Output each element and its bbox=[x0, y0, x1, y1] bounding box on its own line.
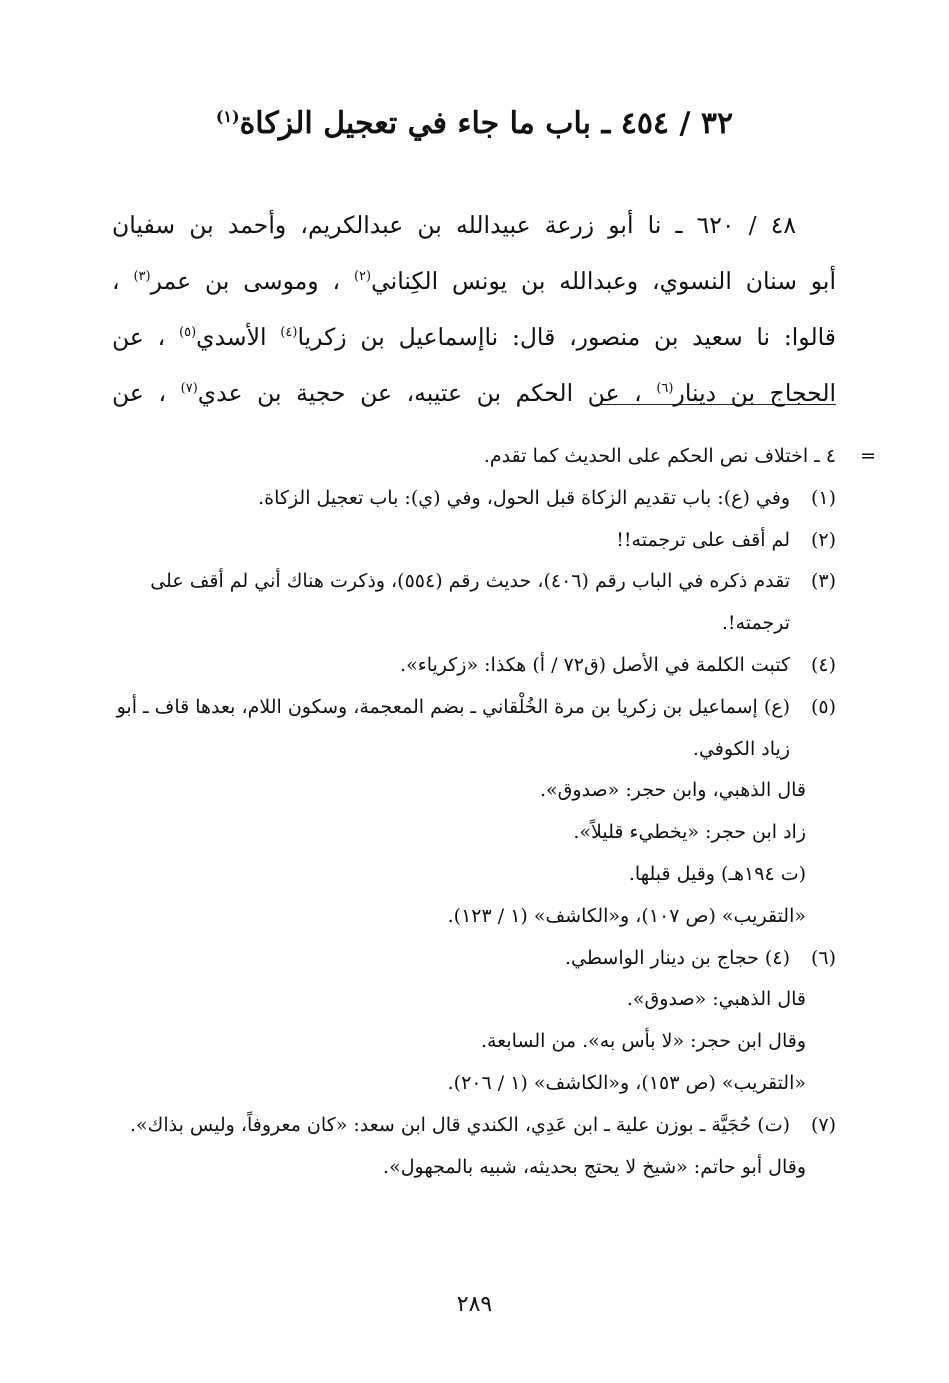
hadith-line-4-part-b: ، عن الحكم بن عتيبه، عن حجية بن عدي bbox=[197, 378, 657, 407]
hadith-line-3-part-b: الأسدي bbox=[196, 322, 281, 351]
hadith-line-3 bbox=[112, 307, 836, 363]
footnote-4 bbox=[112, 645, 836, 687]
footnote-text: وفي (ع): باب تقديم الزكاة قبل الحول، وفي (ي): باب تعجيل الزكاة. bbox=[258, 486, 790, 509]
footnote-5-line: قال الذهبي، وابن حجر: «صدوق». bbox=[539, 779, 806, 802]
footnote-text: (ت) حُجَيَّة ـ بوزن علية ـ ابن عَدِي، الكندي قال ابن سعد: «كان معروفاً، وليس بذاك». bbox=[130, 1113, 790, 1136]
hadith-text bbox=[112, 200, 836, 418]
footnote-text: كتبت الكلمة في الأصل (ق٧٢ / أ) هكذا: «زكرياء». bbox=[400, 653, 790, 676]
footnote-7 bbox=[112, 1105, 836, 1147]
heading-footnote-marker: (١) bbox=[215, 107, 240, 126]
hadith-line-3-part-a: قالوا: نا سعيد بن منصور، قال: ناإسماعيل بن زكريا bbox=[297, 322, 836, 351]
page-number: ٢٨٩ bbox=[456, 1292, 493, 1317]
hadith-line-3-part-c: ، عن bbox=[112, 322, 180, 351]
hadith-line-4-part-a: الحجاج بن دينار bbox=[673, 378, 837, 407]
footnote-ref-3: (٣) bbox=[133, 269, 151, 284]
footnote-5-line: زاد ابن حجر: «يخطيء قليلاً». bbox=[573, 821, 806, 844]
footnote-6-line: قال الذهبي: «صدوق». bbox=[626, 988, 806, 1011]
continuation-text: ٤ ـ اختلاف نص الحكم على الحديث كما تقدم. bbox=[483, 445, 836, 467]
hadith-line-1: ٤٨ / ٦٢٠ ـ نا أبو زرعة عبيدالله بن عبدالكريم، وأحمد بن سفيان bbox=[112, 211, 797, 239]
footnote-5 bbox=[112, 687, 836, 771]
footnote-number: (٧) bbox=[810, 1113, 836, 1136]
footnote-number: (٦) bbox=[810, 946, 836, 969]
footnote-number: (٢) bbox=[810, 528, 836, 551]
footnote-ref-2: (٢) bbox=[353, 269, 372, 284]
hadith-line-2-part-a: أبو سنان النسوي، وعبدالله بن يونس الكِناني bbox=[371, 266, 836, 295]
footnote-number: (٥) bbox=[810, 695, 836, 718]
chapter-heading bbox=[150, 95, 799, 146]
hadith-line-4 bbox=[112, 363, 836, 419]
footnote-6 bbox=[112, 938, 836, 980]
footnote-text: (٤) حجاج بن دينار الواسطي. bbox=[564, 946, 790, 969]
continuation-marker: = bbox=[860, 445, 876, 467]
hadith-line-2 bbox=[112, 251, 836, 307]
footnote-ref-5: (٥) bbox=[179, 324, 197, 340]
footnote-6-line: وقال ابن حجر: «لا بأس به». من السابعة. bbox=[480, 1030, 806, 1053]
footnote-ref-6: (٦) bbox=[656, 380, 674, 396]
footnote-3 bbox=[112, 561, 836, 645]
footnote-7-line: وقال أبو حاتم: «شيخ لا يحتج بحديثه، شبيه بالمجهول». bbox=[383, 1155, 806, 1178]
footnote-5-line: «التقريب» (ص ١٠٧)، و«الكاشف» (١ / ١٢٣). bbox=[447, 904, 806, 927]
footnote-text: تقدم ذكره في الباب رقم (٤٠٦)، حديث رقم (٥٥٤)، وذكرت هناك أني لم أقف على ترجمته!. bbox=[150, 570, 790, 635]
footnote-6-line: «التقريب» (ص ١٥٣)، و«الكاشف» (١ / ٢٠٦). bbox=[447, 1071, 806, 1094]
hadith-line-2-part-c: ، bbox=[112, 266, 134, 295]
hadith-line-2-part-b: ، وموسى بن عمر bbox=[150, 266, 354, 295]
footnote-1 bbox=[112, 478, 836, 520]
footnote-continuation bbox=[112, 436, 876, 478]
footnote-5-line: (ت ١٩٤هـ) وقيل قبلها. bbox=[628, 862, 806, 885]
footnotes bbox=[112, 436, 876, 1188]
footnote-text: لم أقف على ترجمته!! bbox=[616, 528, 790, 551]
footnote-ref-4: (٤) bbox=[280, 324, 298, 340]
chapter-heading-text: ٣٢ / ٤٥٤ ـ باب ما جاء في تعجيل الزكاة bbox=[239, 106, 734, 141]
footnote-separator bbox=[596, 404, 836, 405]
footnote-number: (١) bbox=[810, 486, 836, 509]
footnote-number: (٤) bbox=[810, 653, 836, 676]
footnote-2 bbox=[112, 520, 836, 562]
footnote-number: (٣) bbox=[810, 570, 836, 593]
footnote-text: (ع) إسماعيل بن زكريا بن مرة الخُلْقاني ـ بضم المعجمة، وسكون اللام، بعدها قاف ـ أبو زياد الكوفي. bbox=[116, 695, 790, 760]
footnote-ref-7: (٧) bbox=[180, 380, 198, 396]
hadith-line-4-part-c: ، عن bbox=[112, 378, 181, 407]
